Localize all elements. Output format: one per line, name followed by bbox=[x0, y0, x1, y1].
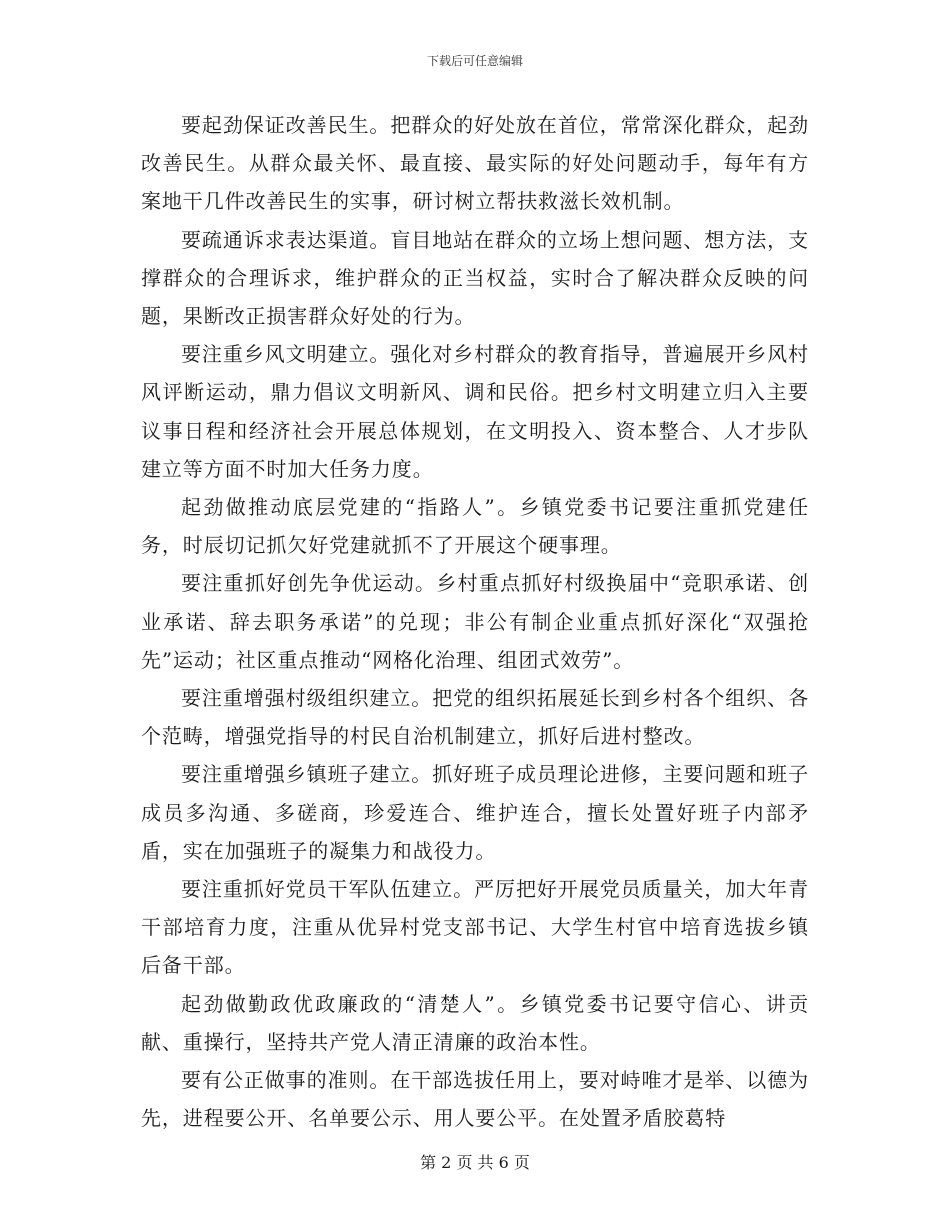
paragraph: 要注重增强村级组织建立。把党的组织拓展延长到乡村各个组织、各个范畴，增强党指导的村民自治机制建立，抓好后进村整改。 bbox=[141, 686, 809, 749]
paragraph: 要注重抓好党员干军队伍建立。严厉把好开展党员质量关，加大年青干部培育力度，注重从优异村党支部书记、大学生村官中培育选拔乡镇后备干部。 bbox=[141, 877, 809, 978]
paragraph: 要注重乡风文明建立。强化对乡村群众的教育指导，普遍展开乡风村风评断运动，鼎力倡议文明新风、调和民俗。把乡村文明建立归入主要议事日程和经济社会开展总体规划，在文明投入、资本整合、人才步队建立等方面不时加大任务力度。 bbox=[141, 342, 809, 481]
paragraph: 起劲做勤政优政廉政的“清楚人”。乡镇党委书记要守信心、讲贡献、重操行，坚持共产党人清正清廉的政治本性。 bbox=[141, 991, 809, 1054]
paragraph: 要注重增强乡镇班子建立。抓好班子成员理论进修，主要问题和班子成员多沟通、多磋商，珍爱连合、维护连合，擅长处置好班子内部矛盾，实在加强班子的凝集力和战役力。 bbox=[141, 762, 809, 863]
paragraph: 要起劲保证改善民生。把群众的好处放在首位，常常深化群众，起劲改善民生。从群众最关怀、最直接、最实际的好处问题动手，每年有方案地干几件改善民生的实事，研讨树立帮扶救滋长效机制。 bbox=[141, 113, 809, 214]
page-number-footer: 第 2 页 共 6 页 bbox=[420, 1153, 530, 1172]
paragraph: 要有公正做事的准则。在干部选拔任用上，要对峙唯才是举、以德为先，进程要公开、名单要公示、用人要公平。在处置矛盾胶葛特 bbox=[141, 1068, 809, 1131]
paragraph: 要疏通诉求表达渠道。盲目地站在群众的立场上想问题、想方法，支撑群众的合理诉求，维护群众的正当权益，实时合了解决群众反映的问题，果断改正损害群众好处的行为。 bbox=[141, 227, 809, 329]
paragraph: 要注重抓好创先争优运动。乡村重点抓好村级换届中“竞职承诺、创业承诺、辞去职务承诺”的兑现；非公有制企业重点抓好深化“双强抢先”运动；社区重点推动“网格化治理、组团式效劳”。 bbox=[141, 571, 809, 672]
paragraph: 起劲做推动底层党建的“指路人”。乡镇党委书记要注重抓党建任务，时辰切记抓欠好党建就抓不了开展这个硬事理。 bbox=[141, 495, 809, 558]
page-header: 下载后可任意编辑 bbox=[426, 54, 523, 68]
document-body bbox=[141, 106, 809, 1137]
